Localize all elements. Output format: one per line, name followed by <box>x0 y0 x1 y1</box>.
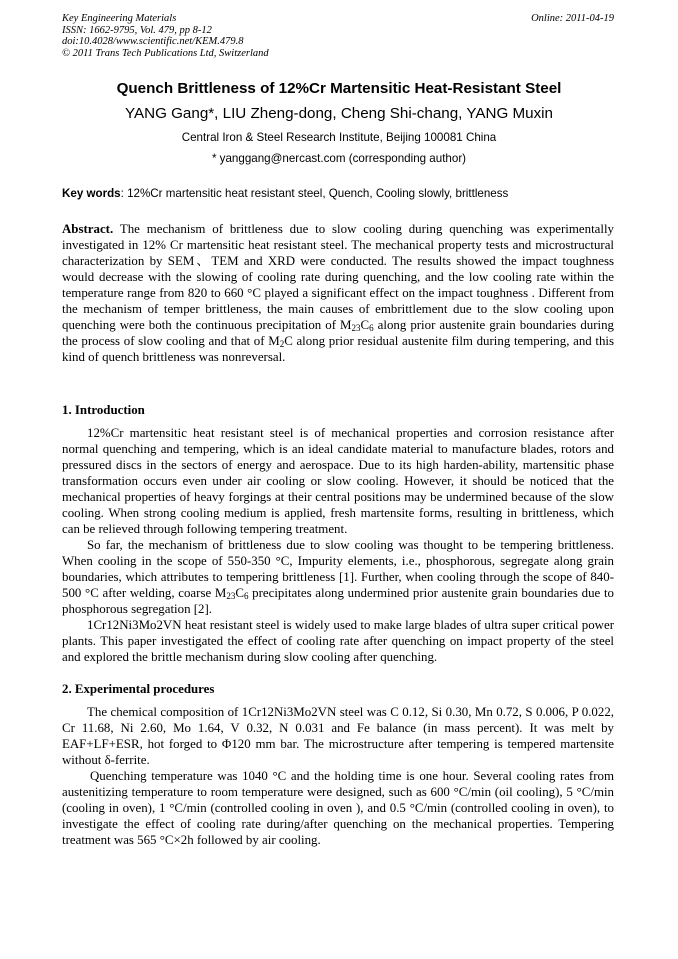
keywords-label: Key words <box>62 187 121 200</box>
section-heading-introduction: 1. Introduction <box>62 403 145 417</box>
paragraph: Quenching temperature was 1040 °C and the holding time is one hour. Several cooling rates from austenitizing temperature to room temperature were designed, such as 600 °C/min (oil cooling), 5 °C/min (cooling in oven), 1 °C/min (controlled cooling in oven ), and 0.5 °C/min (controlled cooling in oven), to investigate the effect of cooling rate during/after quenching on the mechanical properties. Tempering treatment was 565 °C×2h followed by air cooling. <box>62 769 614 847</box>
copyright-line: © 2011 Trans Tech Publications Ltd, Switzerland <box>62 47 269 59</box>
corresponding-email: * yanggang@nercast.com (corresponding author) <box>211 152 467 165</box>
paragraph: The chemical composition of 1Cr12Ni3Mo2VN steel was C 0.12, Si 0.30, Mn 0.72, S 0.006, P 0.022, Cr 11.68, Ni 2.60, Mo 1.64, V 0.32, N 0.031 and Fe balance (in mass percent). It was melt by EAF+LF+ESR, hot forged to Φ120 mm bar. The microstructure after tempering is tempered martensite without δ-ferrite. <box>62 705 614 767</box>
affiliation: Central Iron & Steel Research Institute, Beijing 100081 China <box>181 131 497 144</box>
abstract-text-2: along prior austenite grain boundaries during the process of slow cooling and that of M <box>62 318 614 348</box>
paragraph: 12%Cr martensitic heat resistant steel is of mechanical properties and corrosion resistance after normal quenching and tempering, which is an ideal candidate material to manufacture blades, rotors and pressured discs in the sectors of energy and aerospace. Due to its high harden-ability, martensitic phase transformation occurs even under air cooling or slow cooling. However, it should be noticed that the mechanical properties of heavy forgings at their central positions may be undermined because of the slow cooling. When strong cooling medium is applied, fresh martensite forms, resulting in brittleness, which can be relieved through following tempering treatment. <box>62 426 614 536</box>
section-experimental <box>62 704 614 848</box>
abstract-text-3: C along prior residual austenite film during tempering, and this kind of quench brittleness was nonreversal. <box>62 334 615 364</box>
paragraph: 1Cr12Ni3Mo2VN heat resistant steel is widely used to make large blades of ultra super critical power plants. This paper investigated the effect of cooling rate after quenching on impact property of the steel and explored the brittle mechanism during slow cooling after quenching. <box>62 618 614 664</box>
paragraph <box>62 537 614 617</box>
subscript: 6 <box>243 591 249 601</box>
abstract <box>62 221 614 365</box>
abstract-text-mid: C <box>360 318 370 332</box>
paragraph-text: C <box>235 586 244 600</box>
abstract-label: Abstract. <box>62 222 114 236</box>
issn-line: ISSN: 1662-9795, Vol. 479, pp 8-12 <box>62 24 212 36</box>
abstract-text-1: The mechanism of brittleness due to slow cooling during quenching was experimentally investigated in 12% Cr martensitic heat resistant steel. The mechanical property tests and microstructural characterization by SEM、TEM and XRD were conducted. The results showed the impact toughness would decrease with the slowing of cooling rate during quenching, and the low cooling rate within the temperature range from 820 to 660 °C played a significant effect on the impact toughness . Different from the mechanism of temper brittleness, the main causes of embrittlement due to the slow cooling upon quenching were both the continuous precipitation of M <box>62 222 614 332</box>
subscript: 23 <box>226 591 236 601</box>
section-introduction <box>62 425 614 665</box>
author-list: YANG Gang*, LIU Zheng-dong, Cheng Shi-chang, YANG Muxin <box>124 105 553 122</box>
paragraph-text: precipitates along undermined prior austenite grain boundaries due to phosphorous segregation [2]. <box>62 586 614 616</box>
subscript: 2 <box>279 339 285 349</box>
page-header <box>62 13 614 59</box>
section-heading-experimental: 2. Experimental procedures <box>62 682 215 696</box>
subscript: 23 <box>351 323 361 333</box>
journal-name: Key Engineering Materials <box>62 13 177 24</box>
doi-line: doi:10.4028/www.scientific.net/KEM.479.8 <box>62 36 244 47</box>
keywords <box>62 187 622 201</box>
paper-title: Quench Brittleness of 12%Cr Martensitic Heat-Resistant Steel <box>116 80 562 97</box>
online-date: Online: 2011-04-19 <box>531 13 614 24</box>
subscript: 6 <box>369 323 374 333</box>
keywords-text: : 12%Cr martensitic heat resistant steel, Quench, Cooling slowly, brittleness <box>120 187 509 200</box>
paragraph-text: So far, the mechanism of brittleness due to slow cooling was thought to be tempering brittleness. When cooling in the scope of 550-350 °C, Impurity elements, i.e., phosphorous, segregate along grain boundaries, which attributes to tempering brittleness [1]. Further, when cooling through the scope of 840-500 °C after welding, coarse M <box>62 538 614 600</box>
